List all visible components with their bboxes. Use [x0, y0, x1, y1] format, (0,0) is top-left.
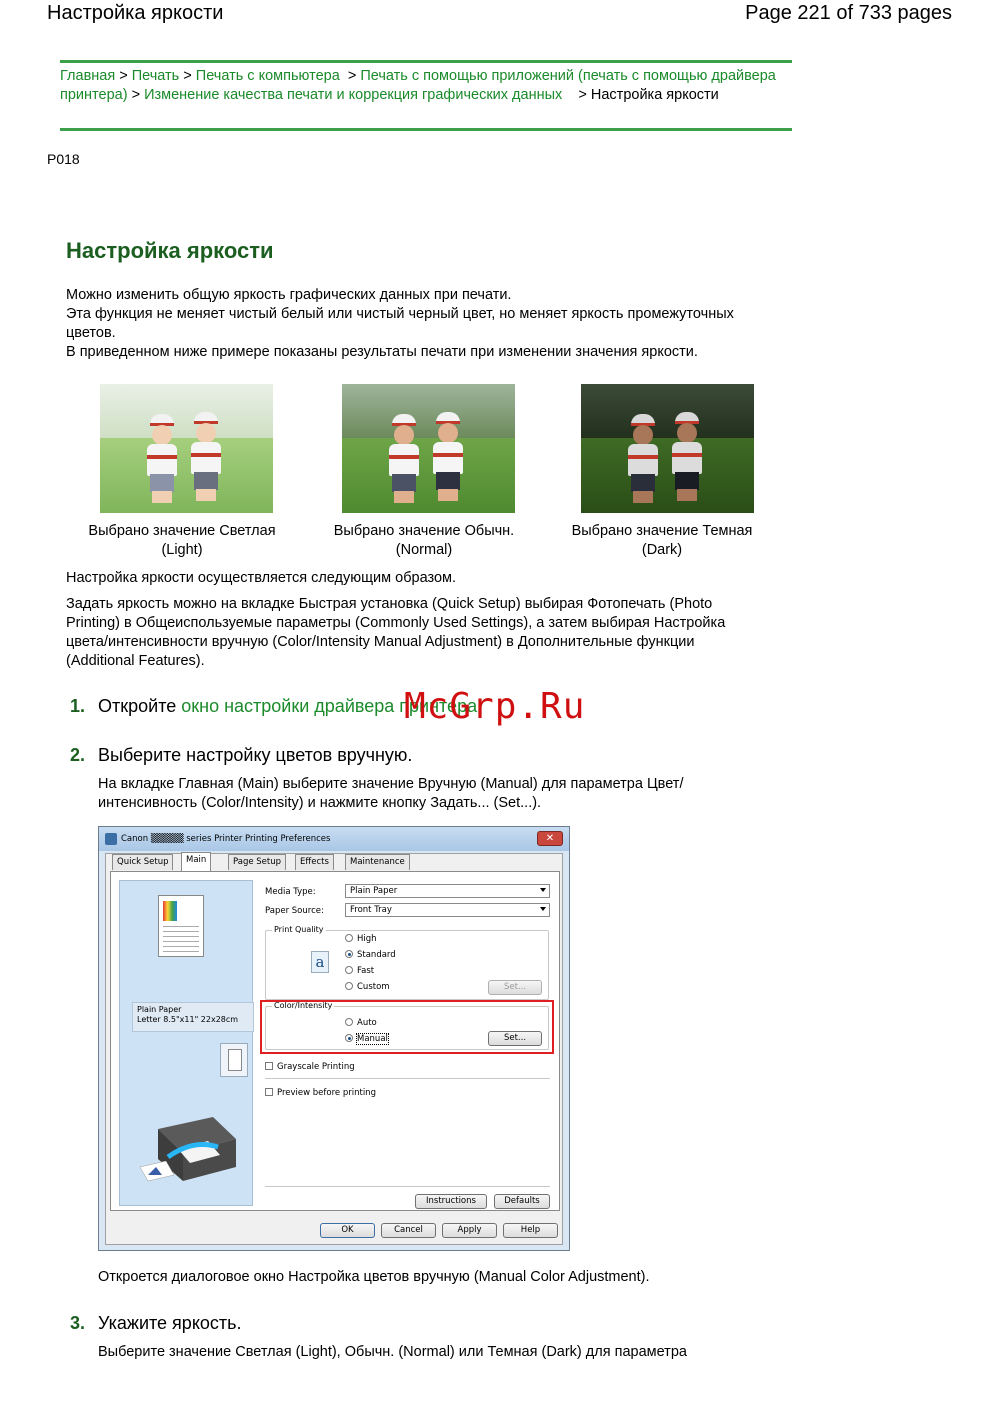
- print-quality-label: Print Quality: [274, 925, 324, 934]
- sample-caption-normal: Выбрано значение Обычн. (Normal): [333, 523, 515, 558]
- print-quality-icon: a: [311, 951, 329, 973]
- sample-caption-light: Выбрано значение Светлая (Light): [88, 523, 276, 558]
- intro-line: Эта функция не меняет чистый белый или чистый черный цвет, но меняет яркость промежуточных цветов.: [66, 306, 734, 341]
- color-intensity-label: Color/Intensity: [274, 1001, 333, 1010]
- step-number: 3.: [70, 1313, 86, 1333]
- step-number: 2.: [70, 745, 86, 765]
- breadcrumb-home[interactable]: Главная: [60, 68, 116, 84]
- paper-info-size: Letter 8.5"x11" 22x28cm: [137, 1015, 239, 1024]
- breadcrumb-separator: >: [347, 68, 357, 84]
- intro-line: Можно изменить общую яркость графических данных при печати.: [66, 287, 512, 303]
- quality-fast-radio[interactable]: [345, 966, 374, 976]
- dialog-title: Canon ▒▒▒▒▒ series Printer Printing Preferences: [121, 834, 331, 844]
- printer-illustration-icon: [138, 1109, 238, 1189]
- tab-main[interactable]: Main: [181, 852, 211, 871]
- quality-high-label: High: [357, 934, 377, 944]
- quality-fast-label: Fast: [357, 966, 375, 976]
- step-number: 1.: [70, 696, 86, 716]
- quality-standard-label: Standard: [357, 950, 396, 960]
- breadcrumb-print-from-computer[interactable]: Печать с компьютера: [195, 68, 340, 84]
- dialog-titlebar: [99, 827, 569, 851]
- breadcrumb-bottom-rule: [60, 128, 792, 131]
- procedure-intro: Настройка яркости осуществляется следующим образом.: [66, 570, 457, 586]
- breadcrumb-print-from-apps[interactable]: Печать с помощью приложений (печать с помощью драйвера принтера): [60, 68, 776, 103]
- paper-info-media: Plain Paper: [137, 1005, 182, 1014]
- close-button[interactable]: ✕: [537, 831, 563, 846]
- page-code: P018: [47, 151, 80, 167]
- main-tab-panel: [110, 871, 560, 1211]
- quality-set-button[interactable]: Set...: [488, 980, 542, 995]
- breadcrumb-separator: >: [578, 87, 587, 103]
- printing-preferences-dialog: [98, 826, 570, 1251]
- step-3-description: Выберите значение Светлая (Light), Обычн. (Normal) или Темная (Dark) для параметра: [98, 1344, 687, 1360]
- color-auto-label: Auto: [357, 1018, 377, 1028]
- sample-photo-light: [100, 384, 273, 513]
- page-counter: Page 221 of 733 pages: [745, 2, 952, 24]
- page-title: Настройка яркости: [66, 238, 274, 263]
- page-header-title: Настройка яркости: [47, 2, 224, 24]
- sample-caption-dark: Выбрано значение Темная (Dark): [571, 523, 753, 558]
- grayscale-checkbox[interactable]: [265, 1062, 355, 1072]
- divider: [265, 1186, 550, 1187]
- printer-icon: [105, 833, 117, 845]
- paper-source-label: Paper Source:: [265, 906, 324, 916]
- color-set-button[interactable]: Set...: [488, 1031, 542, 1046]
- step-2-description: На вкладке Главная (Main) выберите значение Вручную (Manual) для параметра Цвет/интенсивность (Color/Intensity) и нажмите кнопку Задать... (Set...).: [98, 776, 684, 811]
- paper-preview: [158, 895, 204, 957]
- preview-checkbox[interactable]: [265, 1088, 376, 1098]
- media-type-select[interactable]: [345, 884, 550, 898]
- dropdown-arrow-icon: [540, 888, 546, 892]
- paper-source-value: Front Tray: [350, 905, 392, 915]
- tab-maintenance[interactable]: Maintenance: [345, 854, 410, 870]
- divider: [265, 1078, 550, 1079]
- preview-label: Preview before printing: [277, 1088, 376, 1098]
- breadcrumb: [60, 67, 785, 105]
- printer-driver-setup-link[interactable]: окно настройки драйвера принтера: [181, 696, 478, 716]
- breadcrumb-print[interactable]: Печать: [131, 68, 180, 84]
- tab-quick-setup[interactable]: Quick Setup: [112, 854, 173, 870]
- grayscale-label: Grayscale Printing: [277, 1062, 355, 1072]
- procedure-description: Задать яркость можно на вкладке Быстрая установка (Quick Setup) выбирая Фотопечать (Photo Printing) в Общеиспользуемые параметры (Commonly Used Settings), а затем выбирая Настройка цвета/интенсивности вручную (Color/Intensity Manual Adjustment) в Дополнительные функции (Additional Features).: [66, 596, 726, 669]
- breadcrumb-separator: >: [183, 68, 192, 84]
- quality-standard-radio[interactable]: [345, 950, 396, 960]
- step-1-prefix: Откройте: [98, 696, 182, 716]
- breadcrumb-quality-correction[interactable]: Изменение качества печати и коррекция графических данных: [144, 87, 563, 103]
- ok-button[interactable]: OK: [320, 1223, 375, 1238]
- breadcrumb-separator: >: [119, 68, 128, 84]
- defaults-button[interactable]: Defaults: [494, 1194, 550, 1209]
- apply-button[interactable]: Apply: [442, 1223, 497, 1238]
- sample-photo-dark: [581, 384, 754, 513]
- paper-orientation-icon: [220, 1043, 248, 1077]
- intro-text: [66, 286, 766, 362]
- watermark-logo: McGrp.Ru: [404, 686, 586, 727]
- help-button[interactable]: Help: [503, 1223, 558, 1238]
- breadcrumb-separator: >: [131, 87, 141, 103]
- instructions-button[interactable]: Instructions: [415, 1194, 487, 1209]
- breadcrumb-current: Настройка яркости: [590, 87, 719, 103]
- media-type-label: Media Type:: [265, 887, 316, 897]
- breadcrumb-top-rule: [60, 60, 792, 63]
- quality-custom-radio[interactable]: [345, 982, 390, 992]
- paper-info: [132, 1002, 254, 1032]
- quality-high-radio[interactable]: [345, 934, 377, 944]
- color-manual-label: Manual: [357, 1034, 388, 1044]
- quality-custom-label: Custom: [357, 982, 390, 992]
- dropdown-arrow-icon: [540, 907, 546, 911]
- sample-photo-normal: [342, 384, 515, 513]
- paper-source-select[interactable]: [345, 903, 550, 917]
- intro-line: В приведенном ниже примере показаны результаты печати при изменении значения яркости.: [66, 344, 698, 360]
- tab-page-setup[interactable]: Page Setup: [228, 854, 286, 870]
- print-preview-area: [119, 880, 253, 1206]
- tab-effects[interactable]: Effects: [295, 854, 334, 870]
- after-dialog-text: Откроется диалоговое окно Настройка цветов вручную (Manual Color Adjustment).: [98, 1269, 650, 1285]
- cancel-button[interactable]: Cancel: [381, 1223, 436, 1238]
- color-intensity-highlight: [260, 1000, 554, 1054]
- media-type-value: Plain Paper: [350, 886, 398, 896]
- step-2-title: Выберите настройку цветов вручную.: [98, 745, 413, 765]
- step-3-title: Укажите яркость.: [98, 1313, 242, 1333]
